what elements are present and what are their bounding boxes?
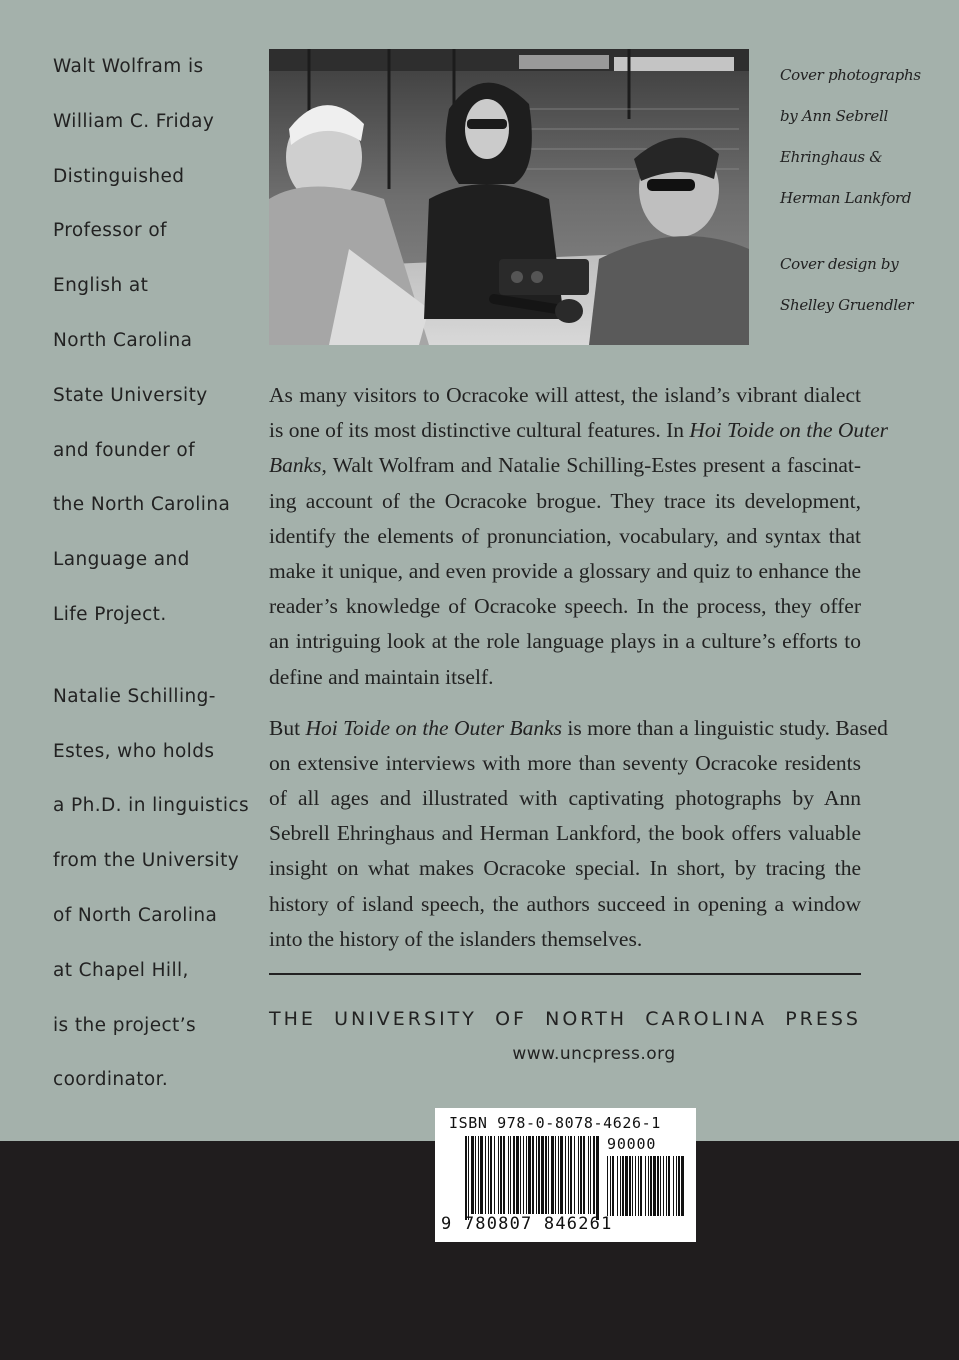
- bio-line: coordinator.: [53, 1069, 169, 1091]
- barcode-bar: [551, 1136, 554, 1214]
- barcode-bar: [648, 1156, 649, 1216]
- bio-line: and founder of: [53, 439, 196, 461]
- barcode-digits: 9 780807 846261: [441, 1214, 613, 1234]
- barcode-bar: [583, 1136, 585, 1214]
- barcode-bar: [653, 1156, 656, 1216]
- blurb-text: But: [269, 715, 306, 740]
- barcode-bar: [555, 1136, 556, 1214]
- blurb-text: , Walt Wolfram and Natalie Schilling-Estes present a fascinat-: [321, 453, 861, 478]
- bio-line: Natalie Schilling-: [53, 685, 216, 707]
- barcode-bar: [490, 1136, 492, 1214]
- barcode-bar: [560, 1136, 563, 1214]
- barcode-bar: [508, 1136, 509, 1214]
- bio-paragraph-gap: [53, 643, 253, 670]
- barcode-bar: [532, 1136, 534, 1214]
- divider-rule: [269, 973, 861, 975]
- barcode-bar: [676, 1156, 677, 1216]
- credit-line: Cover design by: [780, 255, 899, 273]
- barcode-bar: [635, 1156, 636, 1216]
- blurb-line: Sebrell Ehringhaus and Herman Lankford, the book offers valuable: [269, 821, 861, 846]
- bio-line: Professor of: [53, 220, 167, 242]
- barcode-bar: [545, 1136, 547, 1214]
- bio-line: Estes, who holds: [53, 740, 215, 762]
- barcode-bar: [565, 1136, 566, 1214]
- barcode-bar: [498, 1136, 499, 1214]
- barcode-bar: [617, 1156, 618, 1216]
- bio-line: William C. Friday: [53, 110, 215, 132]
- blurb-gap: [269, 695, 861, 711]
- barcode-bar: [607, 1156, 608, 1216]
- photo-credits: [780, 58, 950, 329]
- bio-line: Walt Wolfram is: [53, 56, 204, 77]
- bio-line: English at: [53, 275, 149, 297]
- barcode-bar: [612, 1156, 614, 1216]
- barcode-bar: [678, 1156, 680, 1216]
- barcode-bar: [596, 1136, 599, 1220]
- barcode-bar: [580, 1136, 582, 1214]
- credit-line: Ehringhaus &: [780, 148, 883, 166]
- barcode-bar: [503, 1136, 505, 1214]
- barcode-bar: [578, 1136, 579, 1214]
- barcode-bar: [638, 1156, 639, 1216]
- book-title: Banks: [269, 453, 322, 478]
- barcode-bar: [593, 1136, 595, 1214]
- bio-line: is the project’s: [53, 1014, 197, 1036]
- barcode-bar: [465, 1136, 467, 1220]
- barcode-bar: [568, 1136, 569, 1214]
- barcode-bar: [500, 1136, 502, 1214]
- book-title: Hoi Toide on the Outer Banks: [305, 715, 563, 740]
- blurb-line: identify the elements of pronunciation, vocabulary, and syntax that: [269, 523, 861, 548]
- blurb-line: history of island speech, the authors succeed in opening a window: [269, 891, 861, 916]
- blurb-line: As many visitors to Ocracoke will attest, the island’s vibrant dialect: [269, 383, 861, 407]
- barcode-bar: [590, 1136, 591, 1214]
- barcode-bar: [510, 1136, 511, 1214]
- cover-photograph: [269, 49, 749, 345]
- photo-illustration: [269, 49, 749, 345]
- credit-line: Shelley Gruendler: [780, 296, 914, 314]
- isbn-text: ISBN 978-0-8078-4626-1: [449, 1114, 661, 1132]
- barcode-bar: [513, 1136, 515, 1214]
- blurb-line: ing account of the Ocracoke brogue. They trace its development,: [269, 488, 861, 513]
- barcode-bar: [536, 1136, 537, 1214]
- barcode-bar: [625, 1156, 628, 1216]
- blurb-line: reader’s knowledge of Ocracoke speech. In the process, they offer: [269, 594, 861, 619]
- blurb-line: into the history of the islanders themselves.: [269, 926, 643, 951]
- blurb-line: on extensive interviews with more than seventy Ocracoke residents: [269, 750, 861, 775]
- blurb-line: of all ages and illustrated with captivating photographs by Ann: [269, 786, 861, 811]
- blurb-line: [269, 448, 861, 483]
- barcode-bar: [494, 1136, 495, 1214]
- barcode-bar: [574, 1136, 575, 1214]
- barcode-bar: [681, 1156, 684, 1216]
- blurb-line: [269, 413, 889, 448]
- credit-line: Herman Lankford: [780, 189, 912, 207]
- credit-gap: [780, 222, 950, 247]
- barcode-bar: [538, 1136, 540, 1214]
- barcode-bar: [480, 1136, 483, 1214]
- barcode-bar: [528, 1136, 531, 1214]
- barcode-bar: [668, 1156, 670, 1216]
- bio-line: State University: [53, 384, 208, 406]
- barcode-bar: [516, 1136, 519, 1214]
- bio-line: from the University: [53, 850, 240, 872]
- publisher-website: www.uncpress.org: [512, 1044, 676, 1064]
- book-title: Hoi Toide on the Outer: [689, 418, 889, 443]
- barcode-bar: [610, 1156, 611, 1216]
- bio-line: North Carolina: [53, 329, 193, 351]
- bio-line: the North Carolina: [53, 494, 231, 516]
- barcode-bar: [558, 1136, 559, 1214]
- bio-line: Life Project.: [53, 603, 167, 625]
- barcode-bar: [526, 1136, 527, 1214]
- barcode-bar: [475, 1136, 476, 1214]
- barcode-bar: [488, 1136, 489, 1214]
- bio-line: a Ph.D. in linguistics: [53, 795, 249, 817]
- barcode-bar: [640, 1156, 642, 1216]
- barcode-bar: [663, 1156, 664, 1216]
- bio-line: at Chapel Hill,: [53, 959, 189, 981]
- barcode-bar: [629, 1156, 631, 1216]
- barcode-bar: [588, 1136, 589, 1214]
- barcode-bar: [520, 1136, 521, 1214]
- price-code: 90000: [607, 1135, 657, 1153]
- barcode-bar: [468, 1136, 469, 1220]
- blurb-text: is one of its most distinctive cultural features. In: [269, 418, 690, 443]
- book-description: [269, 378, 889, 957]
- blurb-line: make it unique, and even provide a glossary and quiz to enhance the: [269, 558, 861, 583]
- barcode-box: [435, 1108, 696, 1242]
- barcode-bar: [657, 1156, 659, 1216]
- barcode-bar: [485, 1136, 486, 1214]
- barcode-bar: [673, 1156, 674, 1216]
- barcode-bar: [548, 1136, 549, 1214]
- credit-line: Cover photographs: [780, 66, 921, 84]
- barcode-bar: [478, 1136, 479, 1214]
- blurb-line: define and maintain itself.: [269, 664, 494, 689]
- publisher-name: THE UNIVERSITY OF NORTH CAROLINA PRESS: [269, 1008, 861, 1030]
- blurb-line: an intriguing look at the role language plays in a culture’s efforts to: [269, 629, 861, 654]
- barcode-bar: [666, 1156, 667, 1216]
- blurb-line: insight on what makes Ocracoke special. In short, by tracing the: [269, 856, 861, 881]
- barcode-bar: [622, 1156, 624, 1216]
- credit-line: by Ann Sebrell: [780, 107, 888, 125]
- bio-line: Language and: [53, 549, 190, 571]
- barcode-bar: [650, 1156, 652, 1216]
- barcode-bar: [541, 1136, 544, 1214]
- barcode-bar: [523, 1136, 524, 1214]
- barcode-bar: [570, 1136, 572, 1214]
- barcode-bar: [471, 1136, 474, 1214]
- bio-line: of North Carolina: [53, 904, 218, 926]
- bio-column: [53, 40, 253, 1108]
- blurb-text: is more than a linguistic study. Based: [562, 715, 888, 740]
- barcode-bar: [660, 1156, 661, 1216]
- barcode-bar: [632, 1156, 633, 1216]
- bio-line: Distinguished: [53, 165, 185, 187]
- blurb-line: [269, 711, 888, 746]
- barcode-bar: [645, 1156, 646, 1216]
- barcode-bar: [620, 1156, 621, 1216]
